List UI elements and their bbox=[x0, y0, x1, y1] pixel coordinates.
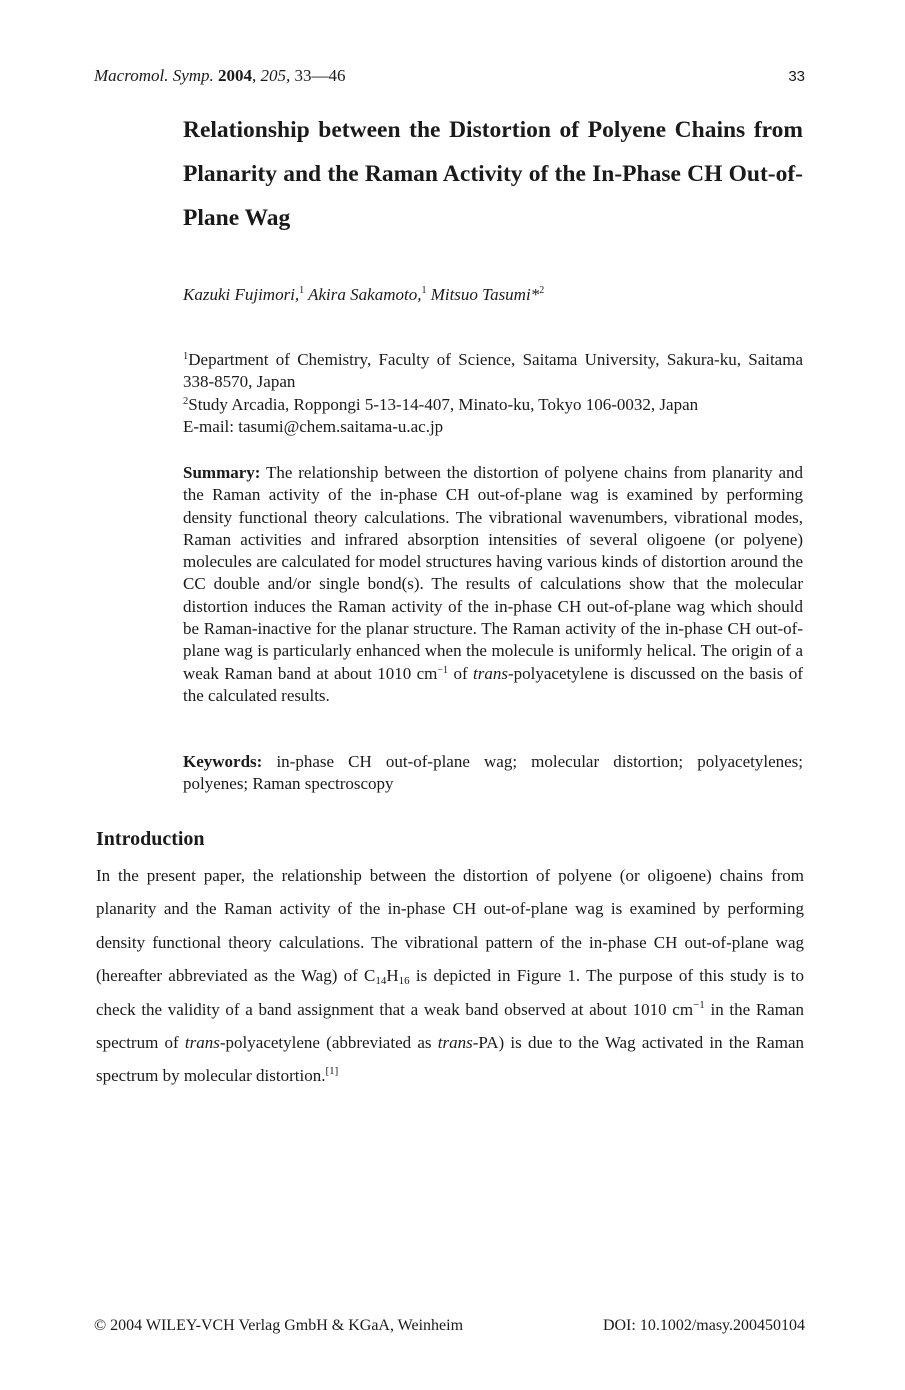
affiliation-1 bbox=[183, 349, 803, 394]
abstract-summary bbox=[183, 462, 803, 707]
author-affil-mark: 1 bbox=[421, 285, 427, 296]
body-text: -PA) is due to the Wag activated in the Raman spectrum by molecular distortion. bbox=[96, 1033, 804, 1086]
body-text: -polyacetylene (abbreviated as bbox=[219, 1033, 438, 1053]
keywords-label: Keywords: bbox=[183, 752, 263, 771]
summary-text: of bbox=[448, 663, 474, 683]
superscript: −1 bbox=[693, 998, 705, 1011]
summary-text: -polyacetylene is discussed on the basis of the calculated results. bbox=[183, 663, 803, 705]
author-name: Kazuki Fujimori, bbox=[183, 285, 300, 304]
italic-term: trans bbox=[184, 1033, 220, 1053]
email-address: E-mail: tasumi@chem.saitama-u.ac.jp bbox=[183, 416, 444, 436]
affil-mark: 2 bbox=[183, 395, 189, 407]
body-text: in the Raman spectrum of bbox=[96, 999, 804, 1053]
body-text: H bbox=[386, 966, 399, 986]
journal-volume: 205, bbox=[260, 66, 291, 85]
subscript: 14 bbox=[375, 975, 387, 988]
summary-label: Summary: bbox=[183, 463, 261, 482]
keywords bbox=[183, 751, 803, 796]
author-affil-mark: 2 bbox=[539, 285, 545, 296]
author-affil-mark: 1 bbox=[299, 285, 305, 296]
affiliations bbox=[183, 349, 803, 438]
journal-name: Macromol. Symp. bbox=[94, 66, 214, 85]
affil-text: Study Arcadia, Roppongi 5-13-14-407, Minato-ku, Tokyo 106-0032, Japan bbox=[188, 394, 699, 414]
keywords-text: in-phase CH out-of-plane wag; molecular distortion; polyacetylenes; polyenes; Raman spectroscopy bbox=[183, 752, 803, 794]
italic-term: trans bbox=[437, 1033, 473, 1053]
journal-pages: 33—46 bbox=[294, 66, 346, 85]
body-text: In the present paper, the relationship between the distortion of polyene (or oligoene) chains from planarity and the Raman activity of the in-phase CH out-of-plane wag is examined by performing density functional theory calculations. The vibrational pattern of the in-phase CH out-of-plane wag (hereafter abbreviated as the Wag) of C bbox=[96, 866, 804, 986]
introduction-paragraph bbox=[96, 859, 804, 1093]
superscript: −1 bbox=[437, 664, 449, 676]
paper-title: Relationship between the Distortion of Polyene Chains from Planarity and the Raman Activity of the In-Phase CH Out-of-Plane Wag bbox=[183, 117, 803, 231]
body-text: is depicted in Figure 1. The purpose of this study is to check the validity of a band assignment that a weak band observed at about 1010 cm bbox=[96, 966, 804, 1019]
subscript: 16 bbox=[398, 975, 410, 988]
copyright-notice: © 2004 WILEY-VCH Verlag GmbH & KGaA, Weinheim bbox=[94, 1317, 464, 1334]
reference-citation[interactable]: [1] bbox=[325, 1065, 339, 1078]
summary-text: The relationship between the distortion of polyene chains from planarity and the Raman activity of the in-phase CH out-of-plane wag is examined by performing density functional theory calculations. The vibrational wavenumbers, vibrational modes, Raman activities and infrared absorption intensities of several oligoene (or polyene) molecules are calculated for model structures having various kinds of distortion around the CC double and/or single bond(s). The results of calculations show that the molecular distortion induces the Raman activity of the in-phase CH out-of-plane wag which should be Raman-inactive for the planar structure. The Raman activity of the in-phase CH out-of-plane wag is particularly enhanced when the molecule is uniformly helical. The origin of a weak Raman band at about 1010 cm bbox=[183, 463, 803, 683]
journal-year: 2004 bbox=[218, 66, 253, 85]
affil-mark: 1 bbox=[183, 351, 189, 362]
affil-text: Department of Chemistry, Faculty of Science, Saitama University, Sakura-ku, Saitama 338-8570, Japan bbox=[183, 350, 803, 392]
author-name: Mitsuo Tasumi* bbox=[430, 285, 540, 304]
section-heading-introduction: Introduction bbox=[96, 828, 205, 850]
italic-term: trans bbox=[473, 663, 508, 683]
doi-link[interactable]: DOI: 10.1002/masy.200450104 bbox=[602, 1317, 805, 1334]
affiliation-2 bbox=[183, 394, 803, 416]
author-list bbox=[183, 285, 544, 305]
page-number: 33 bbox=[788, 68, 805, 85]
author-name: Akira Sakamoto, bbox=[308, 285, 422, 304]
journal-citation: Macromol. Symp. 2004, 205, 33—46 bbox=[94, 66, 346, 85]
